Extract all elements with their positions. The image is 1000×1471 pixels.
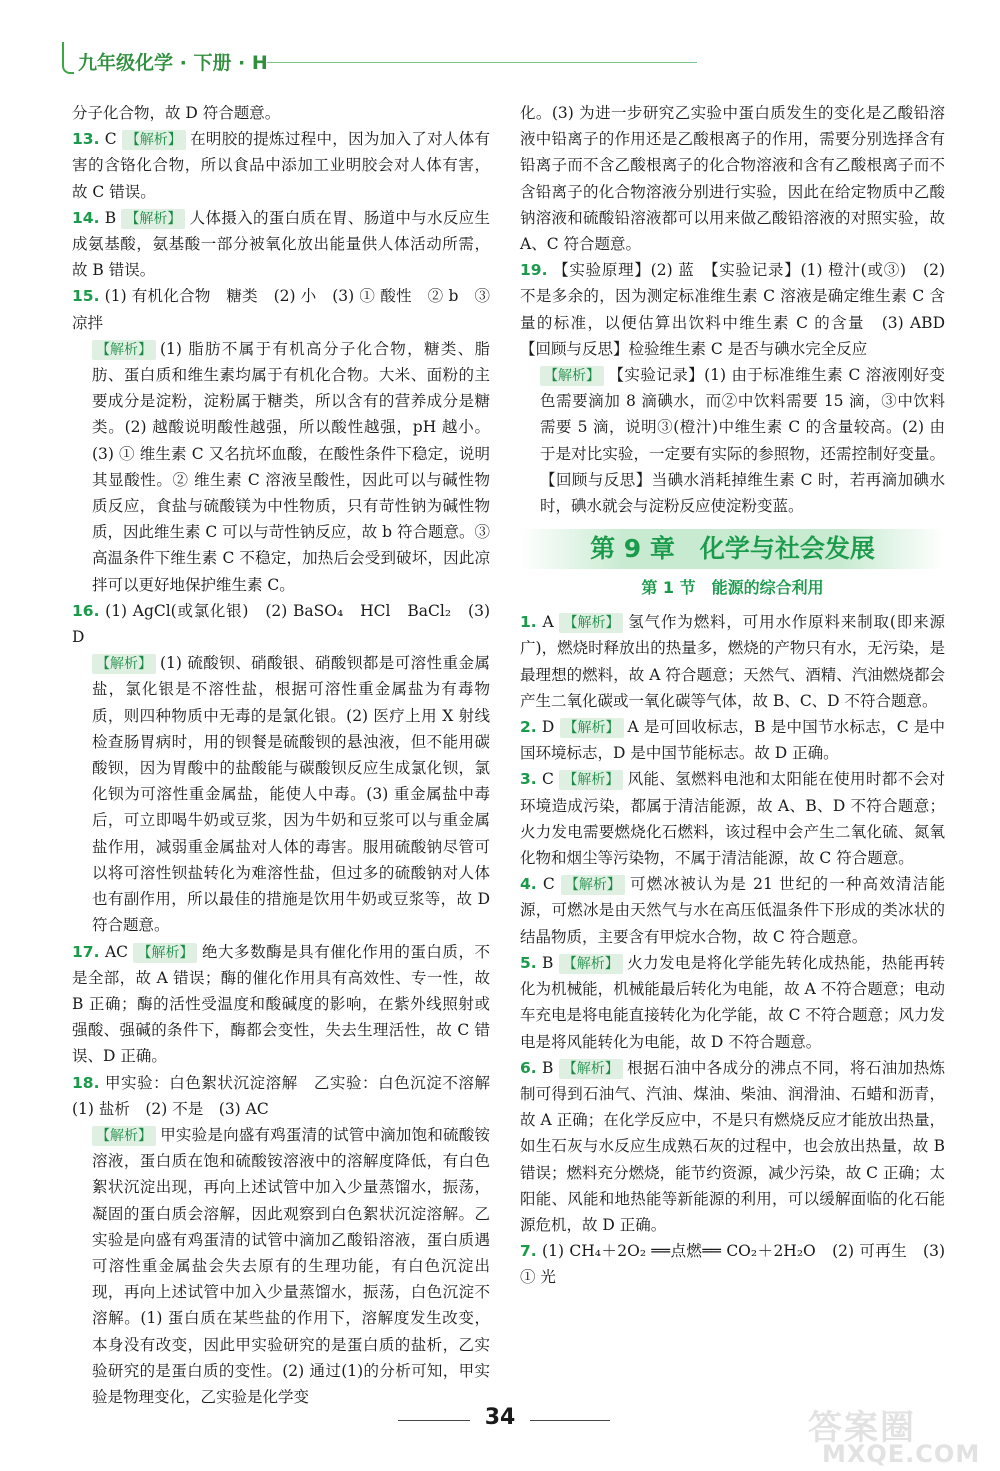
header-bracket-decoration [62, 42, 74, 74]
answer-text: 可燃冰被认为是 21 世纪的一种高效清洁能源，可燃冰是由天然气与水在高压低温条件下形成的类冰状的结晶物质，主要含有甲烷水合物，故 C 符合题意。 [520, 875, 945, 946]
question-number: 7. [520, 1242, 537, 1261]
analysis-tag: 【解析】 [560, 718, 624, 738]
question-number: 14. [72, 208, 100, 227]
answer-text: (1) 脂肪不属于有机高分子化合物，糖类、脂肪、蛋白质和维生素均属于有机化合物。大米、面粉的主要成分是淀粉，淀粉属于糖类，所以含有的营养成分是糖类。(2) 越酸说明酸性越强，所以酸性越强，pH 越小。(3) ① 维生素 C 又名抗坏血酸，在酸性条件下稳定，说明其显酸性。② 维生素 C 溶液呈酸性，因此可以与碱性物质反应，食盐与硫酸镁为中性物质，只有苛性钠为碱性物质，因此维生素 C 可以与苛性钠反应，故 b 符合题意。③ 高温条件下维生素 C 不稳定，加热后会受到破坏，因此凉拌可以更好地保护维生素 C。 [92, 339, 490, 594]
answer-text: (1) 有机化合物 糖类 (2) 小 (3) ① 酸性 ② b ③ 凉拌 [72, 287, 490, 332]
answer-text: 【实验记录】(1) 由于标准维生素 C 溶液刚好变色需要滴加 8 滴碘水，而②中饮料需要 15 滴，③中饮料需要 5 滴，说明③(橙汁)中维生素 C 的含量较高。(2) 由于是对比实验，一定要有实际的参照物，还需控制好变量。【回顾与反思】当碘水消耗掉维生素 C 时，若再滴加碘水时，碘水就会与淀粉反应使淀粉变蓝。 [540, 366, 945, 516]
analysis-tag: 【解析】 [92, 340, 156, 360]
answer-item [520, 871, 945, 950]
answer-item [72, 336, 490, 598]
answer-choice: C [542, 770, 554, 789]
watermark-text-url: MXQE.COM [822, 1440, 981, 1468]
question-number: 19. [520, 261, 548, 280]
answer-item [72, 283, 490, 335]
answer-choice: C [542, 875, 555, 894]
header-rule [267, 62, 697, 63]
answer-item [520, 362, 945, 519]
answer-choice: A [542, 613, 554, 632]
answer-choice: C [104, 130, 117, 149]
answer-text: 根据石油中各成分的沸点不同，将石油加热炼制可得到石油气、汽油、煤油、柴油、润滑油、石蜡和沥青，故 A 正确；在化学反应中，不是只有燃烧反应才能放出热量，如生石灰与水反应生成熟石灰的过程中，也会放出热量，故 B 错误；燃料充分燃烧，能节约资源，减少污染，故 C 正确；太阳能、风能和地热能等新能源的利用，可以缓解面临的化石能源危机，故 D 正确。 [520, 1058, 945, 1234]
answer-text: 在明胶的提炼过程中，因为加入了对人体有害的含铬化合物，所以食品中添加工业明胶会对人体有害，故 C 错误。 [72, 130, 490, 201]
page-number: 34 [484, 1405, 516, 1430]
right-top-answers [520, 100, 961, 519]
analysis-tag: 【解析】 [121, 209, 185, 229]
answer-text: 人体摄入的蛋白质在胃、肠道中与水反应生成氨基酸，氨基酸一部分被氧化放出能量供人体活动所需，故 B 错误。 [72, 208, 490, 280]
answer-item [520, 766, 945, 871]
analysis-tag: 【解析】 [92, 654, 156, 674]
analysis-tag: 【解析】 [122, 130, 186, 150]
right-bottom-answers [520, 609, 945, 1290]
answer-item [520, 714, 945, 766]
question-number: 17. [72, 942, 100, 961]
analysis-tag: 【解析】 [559, 1059, 623, 1079]
answer-item [520, 100, 945, 257]
question-number: 5. [520, 953, 537, 972]
answer-text: 甲实验：白色絮状沉淀溶解 乙实验：白色沉淀不溶解 (1) 盐析 (2) 不是 (3) AC [72, 1073, 506, 1118]
question-number: 13. [72, 130, 100, 149]
question-number: 16. [72, 601, 100, 620]
analysis-tag: 【解析】 [559, 770, 623, 790]
question-number: 1. [520, 613, 537, 632]
analysis-tag: 【解析】 [540, 366, 604, 386]
answer-text: 风能、氢燃料电池和太阳能在使用时都不会对环境造成污染，都属于清洁能源，故 A、B、D 不符合题意；火力发电需要燃烧化石燃料，该过程中会产生二氧化硫、氮氧化物和烟尘等污染物，不属于清洁能源，故 C 符合题意。 [520, 770, 945, 868]
question-number: 4. [520, 875, 537, 894]
answer-text: (1) 硫酸钡、硝酸银、硝酸钡都是可溶性重金属盐，氯化银是不溶性盐，根据可溶性重金属盐为有毒物质，则四种物质中无毒的是氯化银。(2) 医疗上用 X 射线检查肠胃病时，用的钡餐是硫酸钡的悬浊液，但不能用碳酸钡，因为胃酸中的盐酸能与碳酸钡反应生成氯化钡，氯化钡为可溶性重金属盐，能使人中毒。(3) 重金属盐中毒后，可立即喝牛奶或豆浆，因为牛奶和豆浆可以与重金属盐作用，减弱重金属盐对人体的毒害。服用硫酸钠尽管可以将可溶性钡盐转化为难溶性盐，但过多的硫酸钠对人体也有副作用，所以最佳的措施是饮用牛奶或豆浆等，故 D 符合题意。 [92, 654, 490, 935]
answer-text: A 是可回收标志，B 是中国节水标志，C 是中国环境标志，D 是中国节能标志。故 D 正确。 [520, 718, 945, 763]
answer-item [520, 1055, 945, 1238]
answer-text: 分子化合物，故 D 符合题意。 [72, 104, 281, 122]
question-number: 18. [72, 1073, 100, 1092]
question-number: 3. [520, 770, 537, 789]
answer-item [72, 650, 490, 938]
chapter-banner: 第 9 章 化学与社会发展 [520, 529, 945, 569]
answer-item [520, 257, 961, 362]
answer-item [72, 1070, 506, 1122]
analysis-tag: 【解析】 [92, 1126, 156, 1146]
question-number: 15. [72, 287, 100, 306]
footer-rule-left [398, 1420, 470, 1421]
answer-choice: AC [104, 942, 128, 961]
answer-text: (1) AgCl(或氯化银) (2) BaSO₄ HCl BaCl₂ (3) D [72, 601, 490, 647]
watermark-text-cn: 答案圈 [808, 1408, 916, 1448]
answer-item [72, 126, 490, 205]
analysis-tag: 【解析】 [559, 613, 623, 633]
left-column [72, 100, 506, 1410]
answer-choice: D [541, 718, 555, 737]
answer-item [520, 609, 945, 714]
answer-text: 【实验原理】(2) 蓝 【实验记录】(1) 橙汁(或③) (2) 不是多余的，因为测定标准维生素 C 溶液是确定维生素 C 含量的标准，以便估算出饮料中维生素 C 的含量 (3) ABD 【回顾与反思】检验维生素 C 是否与碘水完全反应 [520, 261, 961, 358]
question-number: 2. [520, 718, 537, 737]
answer-item [72, 939, 490, 1070]
analysis-tag: 【解析】 [561, 875, 625, 895]
answer-choice: B [104, 208, 117, 227]
running-title: 九年级化学 · 下册 · H [78, 52, 268, 74]
answer-item [72, 205, 490, 284]
answer-item [72, 1122, 490, 1410]
answer-item [520, 1238, 945, 1290]
answer-text: 火力发电是将化学能先转化成热能，热能再转化为机械能，机械能最后转化为电能，故 A 不符合题意；电动车充电是将电能直接转化为化学能，故 C 不符合题意；风力发电是将风能转化为电能，故 D 不符合题意。 [520, 953, 945, 1051]
answer-choice: B [542, 1058, 554, 1077]
answer-text: 绝大多数酶是具有催化作用的蛋白质，不是全部，故 A 错误；酶的催化作用具有高效性、专一性，故 B 正确；酶的活性受温度和酸碱度的影响，在紫外线照射或强酸、强碱的条件下，酶都会变性，失去生理活性，故 C 错误、D 正确。 [72, 942, 490, 1066]
answer-choice: B [542, 953, 554, 972]
page-header [62, 42, 642, 82]
analysis-tag: 【解析】 [133, 943, 197, 963]
answer-text: 氢气作为燃料，可用水作原料来制取(即来源广)，燃烧时释放出的热量多，燃烧的产物只有水，无污染，是最理想的燃料，故 A 符合题意；天然气、酒精、汽油燃烧都会产生二氧化碳或一氧化碳等气体，故 B、C、D 不符合题意。 [520, 613, 945, 710]
section-title: 第 1 节 能源的综合利用 [641, 578, 824, 598]
answer-text: 甲实验是向盛有鸡蛋清的试管中滴加饱和硫酸铵溶液，蛋白质在饱和硫酸铵溶液中的溶解度降低，有白色絮状沉淀出现，再向上述试管中加入少量蒸馏水，振荡，凝固的蛋白质会溶解，因此观察到白色絮状沉淀溶解。乙实验是向盛有鸡蛋清的试管中滴加乙酸铅溶液，蛋白质遇可溶性重金属盐会失去原有的生理功能，有白色沉淀出现，再向上述试管中加入少量蒸馏水，振荡，白色沉淀不溶解。(1) 蛋白质在某些盐的作用下，溶解度发生改变，本身没有改变，因此甲实验研究的是蛋白质的盐析，乙实验研究的是蛋白质的变性。(2) 通过(1)的分析可知，甲实验是物理变化，乙实验是化学变 [92, 1125, 490, 1406]
analysis-tag: 【解析】 [559, 954, 623, 974]
right-column [520, 100, 961, 1291]
footer-rule-right [530, 1420, 610, 1421]
answer-item [72, 100, 490, 126]
watermark-logo [800, 1400, 980, 1466]
answer-text: (1) CH₄＋2O₂ ══点燃══ CO₂＋2H₂O (2) 可再生 (3) ① 光 [520, 1242, 946, 1287]
question-number: 6. [520, 1058, 537, 1077]
answer-text: 化。(3) 为进一步研究乙实验中蛋白质发生的变化是乙酸铅溶液中铅离子的作用还是乙酸根离子的作用，需要分别选择含有铅离子而不含乙酸根离子的化合物溶液和含有乙酸根离子而不含铅离子的化合物溶液分别进行实验，因此在给定物质中乙酸钠溶液和硫酸铅溶液都可以用来做乙酸铅溶液的对照实验，故 A、C 符合题意。 [520, 104, 945, 254]
answer-item [520, 950, 945, 1055]
answer-item [72, 598, 490, 650]
